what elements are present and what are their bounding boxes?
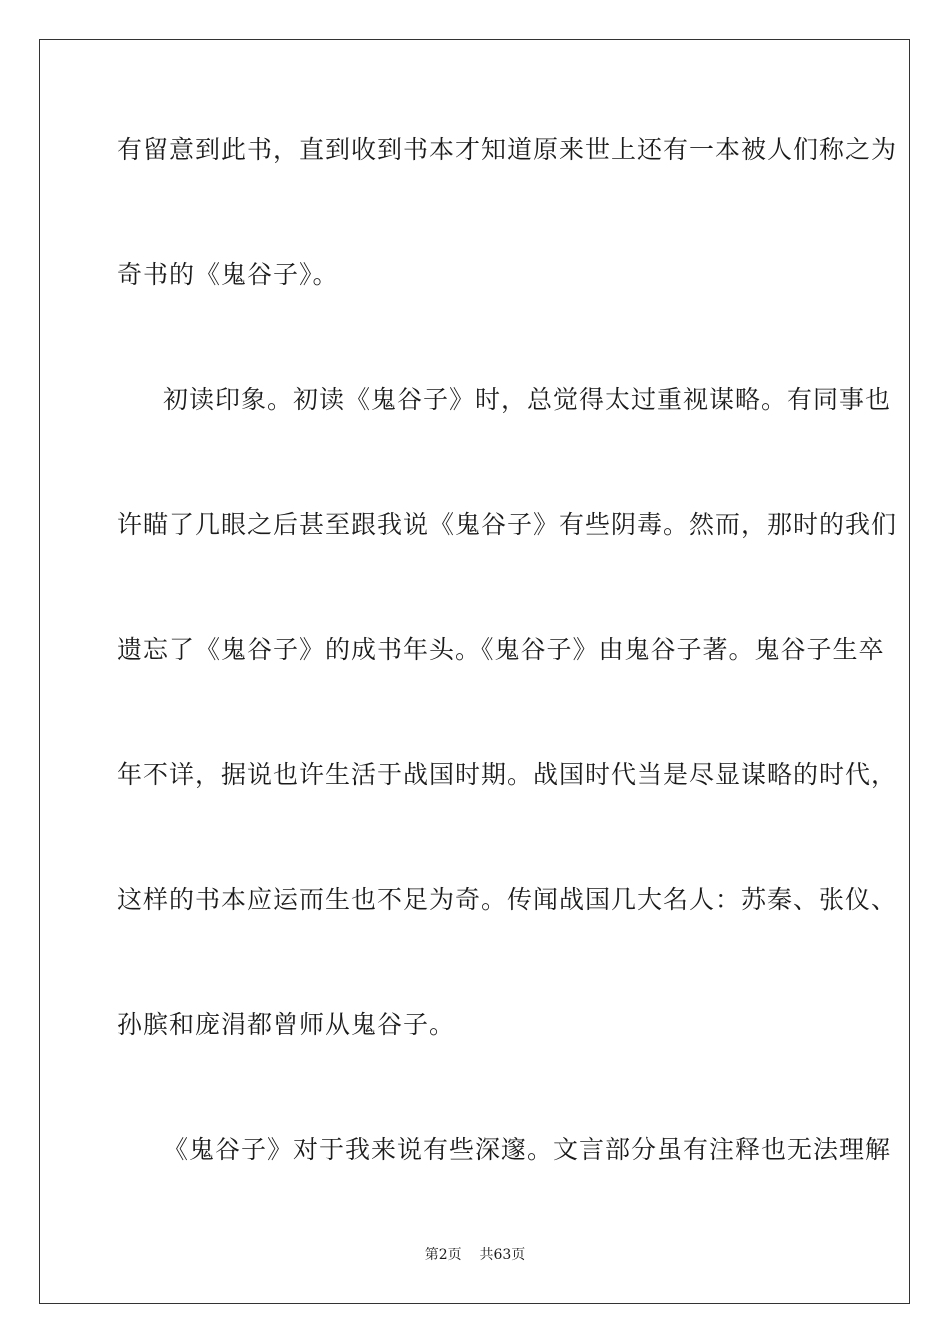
body-text-line: 奇书的《鬼谷子》。 <box>117 260 339 289</box>
body-text-line: 年不详，据说也许生活于战国时期。战国时代当是尽显谋略的时代， <box>117 760 898 789</box>
page-footer <box>0 1246 950 1264</box>
paragraph-start-line: 《鬼谷子》对于我来说有些深邃。文言部分虽有注释也无法理解 <box>163 1135 892 1164</box>
body-text-line: 这样的书本应运而生也不足为奇。传闻战国几大名人：苏秦、张仪、 <box>117 885 898 914</box>
body-text-line: 许瞄了几眼之后甚至跟我说《鬼谷子》有些阴毒。然而，那时的我们 <box>117 510 898 539</box>
body-text-line: 有留意到此书，直到收到书本才知道原来世上还有一本被人们称之为 <box>117 135 898 164</box>
body-text-line: 孙膑和庞涓都曾师从鬼谷子。 <box>117 1010 456 1039</box>
page-border <box>39 39 910 1304</box>
paragraph-start-line: 初读印象。初读《鬼谷子》时，总觉得太过重视谋略。有同事也 <box>163 385 892 414</box>
body-text-line: 遗忘了《鬼谷子》的成书年头。《鬼谷子》由鬼谷子著。鬼谷子生卒 <box>117 635 885 664</box>
total-page-count: 共63页 <box>479 1247 526 1263</box>
current-page-number: 第2页 <box>424 1247 462 1263</box>
